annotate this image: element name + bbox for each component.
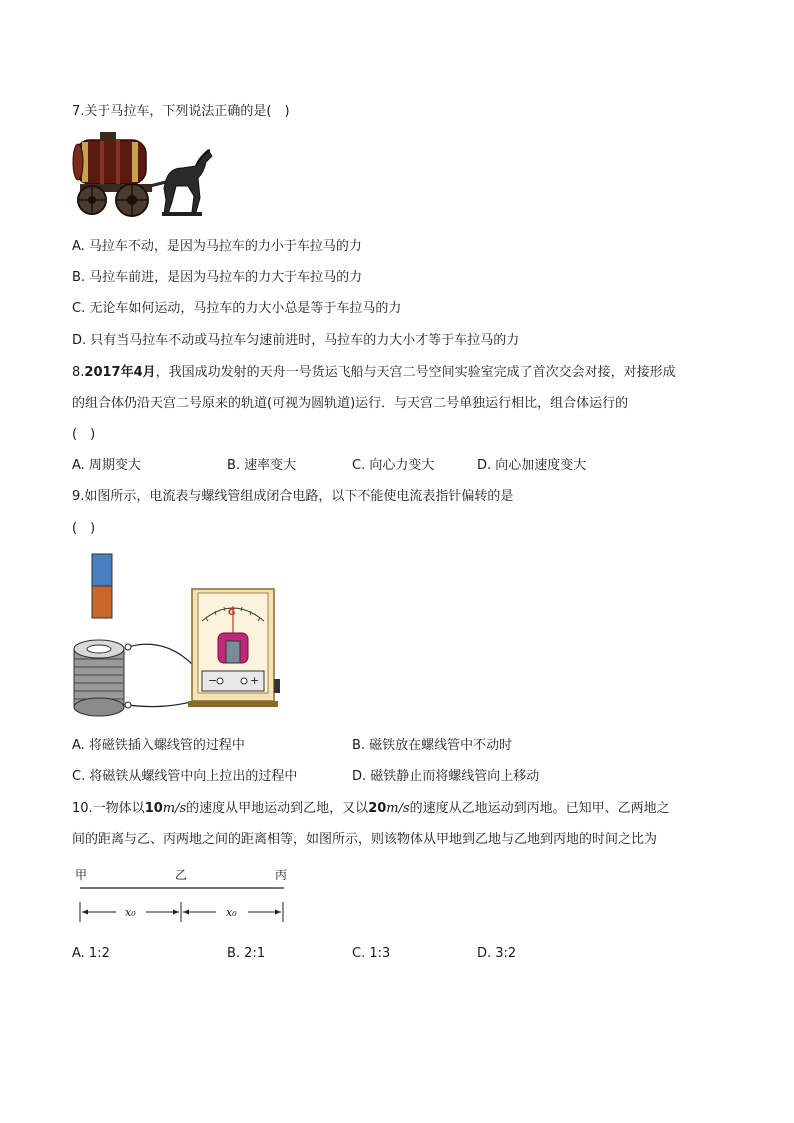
q8-option-c[interactable]: C. 向心力变大 (352, 458, 435, 473)
q10-segment-2-label: x₀ (226, 906, 237, 919)
galvanometer-minus-terminal: − (208, 674, 218, 687)
q7-option-d[interactable]: D. 只有当马拉车不动或马拉车匀速前进时，马拉车的力大小才等于车拉马的力 (72, 333, 520, 348)
q10-option-d[interactable]: D. 3:2 (477, 946, 517, 961)
q10-speed-1: 10 (144, 801, 163, 816)
q7-option-a[interactable]: A. 马拉车不动，是因为马拉车的力小于车拉马的力 (72, 239, 362, 254)
q8-stem-text: ，我国成功发射的天舟一号货运飞船与天宫二号空间实验室完成了首次交会对接，对接形成 (155, 365, 676, 380)
q9-stem: 9.如图所示，电流表与螺线管组成闭合电路，以下不能使电流表指针偏转的是 (72, 489, 514, 504)
q9-option-b[interactable]: B. 磁铁放在螺线管中不动时 (352, 738, 513, 753)
q9-answer-paren: ( ) (72, 521, 96, 536)
q7-option-c[interactable]: C. 无论车如何运动，马拉车的力大小总是等于车拉马的力 (72, 301, 402, 316)
circuit-diagram (70, 585, 290, 720)
q10-label-jia: 甲 (75, 868, 88, 882)
q10-speed-2: 20 (368, 801, 387, 816)
solenoid-coil (74, 640, 124, 716)
q7-option-b[interactable]: B. 马拉车前进，是因为马拉车的力大于车拉马的力 (72, 270, 363, 285)
q8-option-d[interactable]: D. 向心加速度变大 (477, 458, 587, 473)
q10-segment-1-label: x₀ (125, 906, 136, 919)
q10-option-b[interactable]: B. 2:1 (227, 946, 266, 961)
q8-stem-line2: 的组合体仍沿天宫二号原来的轨道(可视为圆轨道)运行．与天宫二号单独运行相比，组合体运行的 (72, 396, 629, 411)
galvanometer-label: G (228, 608, 236, 618)
q8-number: 8. (72, 365, 85, 380)
q10-distance-diagram (76, 884, 290, 924)
q8-answer-paren: ( ) (72, 427, 96, 442)
q10-stem (72, 800, 670, 818)
q10-stem-line2: 间的距离与乙、丙两地之间的距离相等，如图所示，则该物体从甲地到乙地与乙地到丙地的时间之比为 (72, 832, 658, 847)
q9-option-a[interactable]: A. 将磁铁插入螺线管的过程中 (72, 738, 245, 753)
q10-text-3: 的速度从乙地运动到丙地。已知甲、乙两地之 (409, 801, 670, 816)
q7-stem: 7.关于马拉车，下列说法正确的是( ) (72, 104, 290, 119)
q10-text-2: 的速度从甲地运动到乙地，又以 (186, 801, 369, 816)
q8-stem (72, 364, 676, 382)
q9-option-c[interactable]: C. 将磁铁从螺线管中向上拉出的过程中 (72, 769, 298, 784)
q8-year: 2017年4月 (84, 365, 156, 380)
q10-label-bing: 丙 (275, 868, 288, 882)
q10-unit-2: m/s (386, 801, 410, 816)
q10-option-c[interactable]: C. 1:3 (352, 946, 391, 961)
q10-unit-1: m/s (162, 801, 187, 816)
galvanometer-plus-terminal: + (250, 674, 260, 687)
q8-option-a[interactable]: A. 周期变大 (72, 458, 141, 473)
q10-text-1: 10.一物体以 (72, 801, 145, 816)
horse-cart-image (70, 128, 218, 224)
q8-option-b[interactable]: B. 速率变大 (227, 458, 297, 473)
q10-label-yi: 乙 (175, 868, 188, 882)
q9-option-d[interactable]: D. 磁铁静止而将螺线管向上移动 (352, 769, 540, 784)
q10-option-a[interactable]: A. 1:2 (72, 946, 110, 961)
